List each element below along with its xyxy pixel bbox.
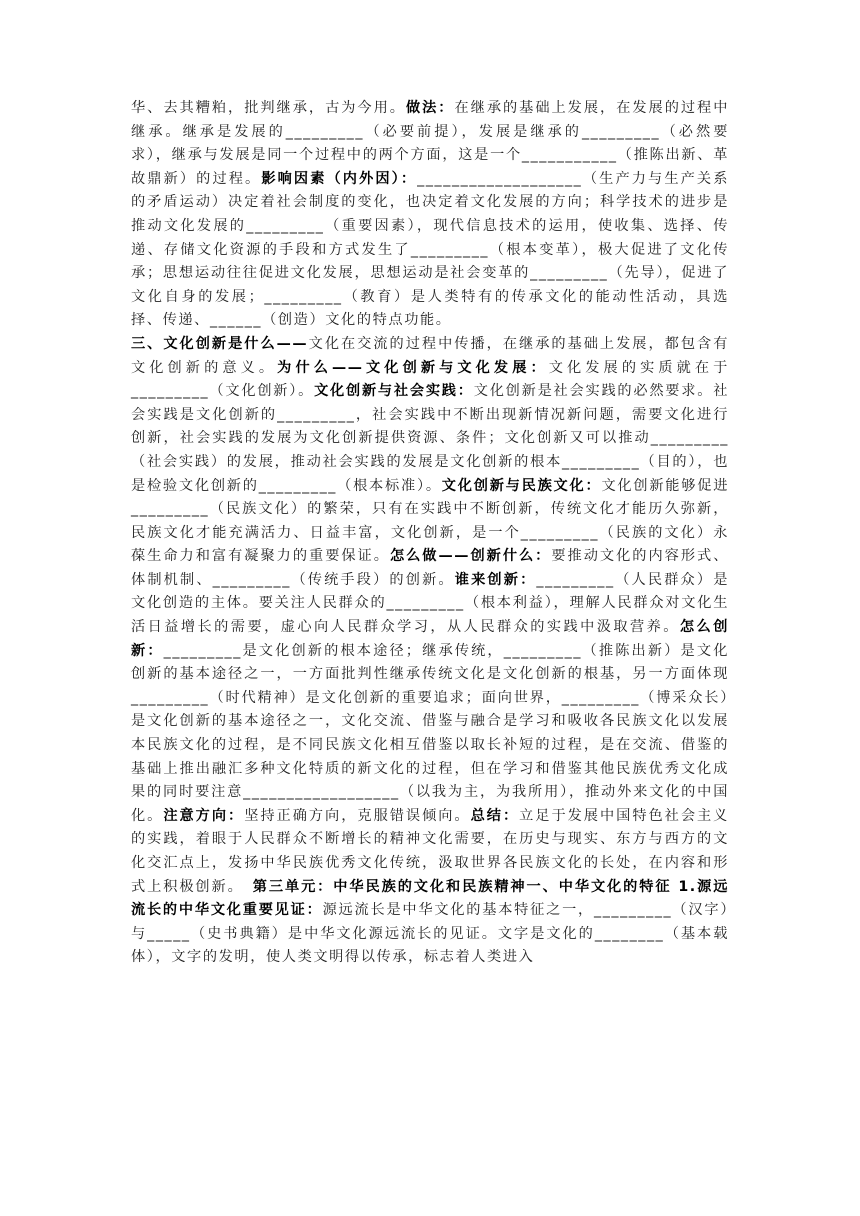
bold-heading: 做法： bbox=[405, 100, 455, 116]
bold-heading: 谁来创新： bbox=[454, 571, 537, 588]
document-page bbox=[131, 97, 729, 970]
bold-heading: 注意方向： bbox=[163, 807, 245, 824]
body-text: 文化创新是社会实践的必然要求。社会实践是文化创新的_________，社会实践中不断出现新情况新问题，需要文化进行创新，社会实践的发展为文化创新提供资源、条件；文化创新又可以推动_________（社会实践）的发展，推动社会实践的发展是文化创新的根本_________（目的），也是检验文化创新的_________（根本标准）。 bbox=[131, 383, 729, 494]
bold-heading: 文化创新与社会实践： bbox=[314, 383, 474, 400]
bold-heading: 总结： bbox=[470, 807, 520, 824]
body-text: 立足于发展中国特色社会主义的实践，着眼于人民群众不断增长的精神文化需要，在历史与现实、东方与西方的文化交汇点上，发扬中华民族优秀文化传统，汲取世界各民族文化的长处，在内容和形式上积极创新。 bbox=[131, 807, 729, 895]
paragraph-cultural-innovation bbox=[131, 333, 729, 970]
body-text: 要推动文化的内容形式、体制机制、_________（传统手段）的创新。 bbox=[131, 548, 729, 588]
bold-heading: 怎么创新： bbox=[131, 619, 729, 659]
body-text: 文化在交流的过程中传播，在继承的基础上发展，都包含有文化创新的意义。 bbox=[131, 335, 729, 376]
body-text: _________是文化创新的根本途径；继承传统，_________（推陈出新）是文化创新的基本途径之一，一方面批判性继承传统文化是文化创新的根基，另一方面体现_________（时代精神）是文化创新的重要追求；面向世界，_________（博采众长）是文化创新的基本途径之一，文化交流、借鉴与融合是学习和吸收各民族文化以发展本民族文化的过程，是不同民族文化相互借鉴以取长补短的过程，是在交流、借鉴的基础上推出融汇多种文化特质的新文化的过程，但在学习和借鉴其他民族优秀文化成果的同时要注意__________________（以我为主，为我所用），推动外来文化的中国化。 bbox=[131, 642, 729, 824]
bold-heading: 为什么——文化创新与文化发展： bbox=[277, 359, 549, 376]
bold-heading: 文化创新与民族文化： bbox=[441, 477, 602, 494]
body-text: 华、去其糟粕，批判继承，古为今用。 bbox=[131, 100, 406, 116]
bold-heading: 三、文化创新是什么—— bbox=[131, 335, 309, 352]
bold-heading: 第三单元：中华民族的文化和民族精神一、中华文化的特征 1.源远流长的中华文化重要见证： bbox=[131, 878, 729, 919]
bold-heading: 怎么做——创新什么： bbox=[389, 548, 552, 565]
body-text: _________（人民群众）是文化创造的主体。要关注人民群众的_________（根本利益），理解人民群众对文化生活日益增长的需要，虚心向人民群众学习，从人民群众的实践中汲取营养。 bbox=[131, 571, 729, 636]
body-text: 文化发展的实质就在于_________（文化创新）。 bbox=[131, 359, 729, 400]
body-text: 坚持正确方向，克服错误倾向。 bbox=[244, 807, 471, 824]
body-text: 源远流长是中华文化的基本特征之一，_________（汉字）与_____（史书典籍）是中华文化源远流长的见证。文字是文化的________（基本载体），文字的发明，使人类文明得以传承，标志着人类进入 bbox=[131, 902, 730, 966]
body-text: 文化创新能够促进_________（民族文化）的繁荣，只有在实践中不断创新，传统文化才能历久弥新，民族文化才能充满活力、日益丰富，文化创新，是一个_________（民族的文化）永葆生命力和富有凝聚力的重要保证。 bbox=[131, 477, 729, 565]
body-text: 在继承的基础上发展，在发展的过程中继承。继承是发展的_________（必要前提），发展是继承的_________（必然要求），继承与发展是同一个过程中的两个方面，这是一个___________（推陈出新、革故鼎新）的过程。 bbox=[131, 100, 730, 187]
bold-heading: 影响因素（内外因）： bbox=[261, 170, 418, 187]
body-text: ___________________（生产力与生产关系的矛盾运动）决定着社会制度的变化，也决定着文化发展的方向；科学技术的进步是推动文化发展的_________（重要因素），现代信息技术的运用，使收集、选择、传递、存储文化资源的手段和方式发生了_________（根本变革），极大促进了文化传承；思想运动往往促进文化发展，思想运动是社会变革的_________（先导），促进了文化自身的发展；_________（教育）是人类特有的传承文化的能动性活动，具选择、传递、______（创造）文化的特点功能。 bbox=[131, 170, 729, 329]
paragraph-inheritance bbox=[131, 97, 729, 333]
